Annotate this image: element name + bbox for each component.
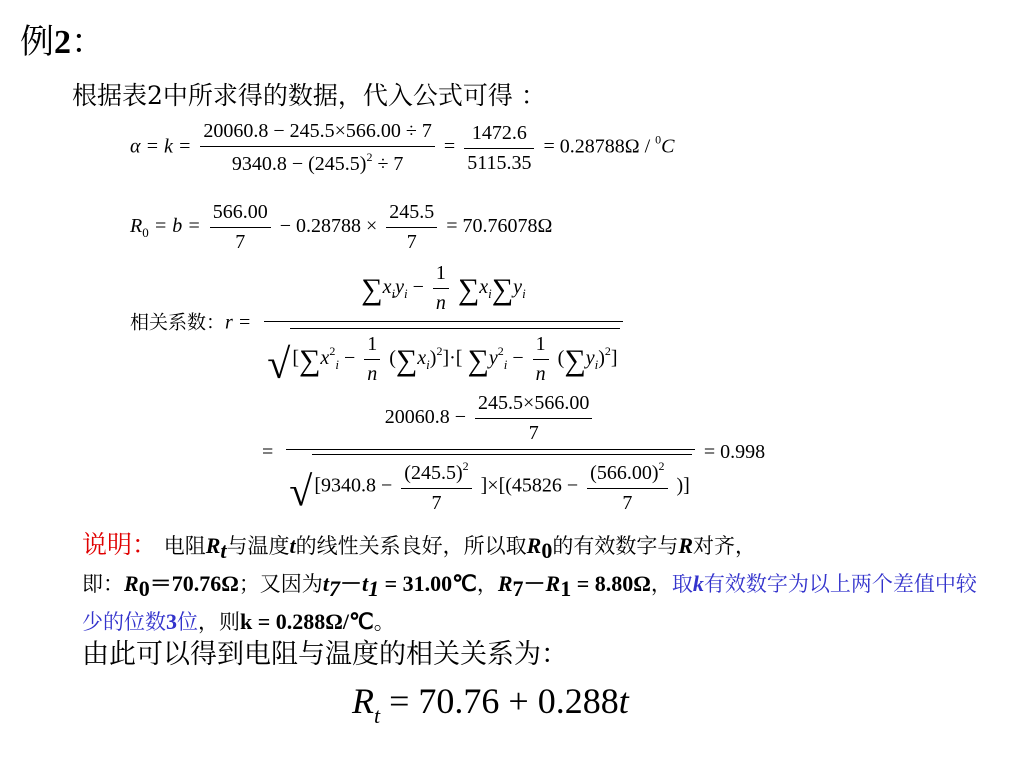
explanation-label: 说明： xyxy=(82,530,158,559)
equation-alpha: α = k = $\frac{20060.8 - 245.5\times 566.00 \div 7}{9340.8 - (245.5)^2 \div 7}$ = $\frac{1472.6}{5115.35}$ = 0.28788Ω / $^0$C xyxy=(130,120,675,175)
alpha-fraction-2: $\frac{1472.6}{5115.35}$ xyxy=(464,122,534,175)
highlight-note: 取k有效数字为以上两个差值中较少的位数3位 xyxy=(82,571,977,634)
alpha-fraction-1: $\frac{20060.8 - 245.5\times 566.00 \div 7}{9340.8 - (245.5)^2 \div 7}$ xyxy=(200,120,435,176)
r-values-fraction: 20060.8 − $\frac{245.5\times 566.00}{7}$ √ [9340.8 − $\frac{(245.5)^2}{7}$ ]×[(45826 − $\frac{(566.00)^2}{7}$ )] xyxy=(286,392,695,515)
intro-text: 根据表2中所求得的数据，代入公式可得 ： xyxy=(72,81,546,110)
conclusion-text: 由此可以得到电阻与温度的相关关系为： xyxy=(82,639,568,670)
equation-r0: $R_0 = b$ = $\frac{566.00}{7}$ − 0.28788 × $\frac{245.5}{7}$ = 70.76078Ω xyxy=(130,201,553,253)
slide-title: 例2： xyxy=(20,22,105,62)
equation-r-general: 相关系数：r = $\sum x_iy_i$ − $\frac{1}{n}$ $\sum x_i\sum y_i$ √ [$\sum x^2_i$ − $\frac{1}{n}$ $(\sum x_i)^2]\cdot$[ $\sum y^2_i$ − $\frac{1}{n}$ $(\sum y_i)^2$] xyxy=(130,262,627,386)
explanation-paragraph: 说明： 电阻Rt与温度t的线性关系良好，所以取R0的有效数字与R对齐， 即：R0＝70.76Ω；又因为t7－t1 = 31.00℃，R7－R1 = 8.80Ω，取k有效数字为以上两个差值中较少的位数3位，则k = 0.288Ω/℃。 xyxy=(82,530,977,634)
r-general-fraction: $\sum x_iy_i$ − $\frac{1}{n}$ $\sum x_i\sum y_i$ √ [$\sum x^2_i$ − $\frac{1}{n}$ $(\sum x_i)^2]\cdot$[ $\sum y^2_i$ − $\frac{1}{n}$ $(\sum y_i)^2$] xyxy=(264,262,622,386)
equation-r-values: = 20060.8 − $\frac{245.5\times 566.00}{7}$ √ [9340.8 − $\frac{(245.5)^2}{7}$ ]×[(45826 − $\frac{(566.00)^2}{7}$ )] = 0.998 xyxy=(262,392,766,516)
r0-fraction-1: $\frac{566.00}{7}$ xyxy=(210,201,271,254)
r0-fraction-2: $\frac{245.5}{7}$ xyxy=(386,201,437,254)
final-equation: $R_t = 70.76 + 0.288t$ xyxy=(352,681,629,728)
